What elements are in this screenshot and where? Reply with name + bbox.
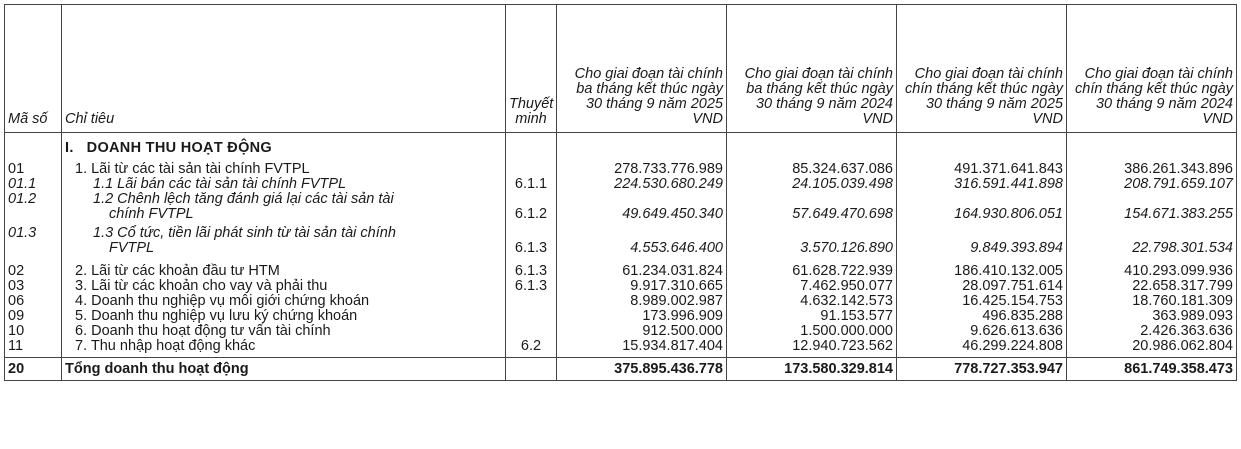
row-v3: 16.425.154.753 (897, 294, 1067, 309)
row-v3: 316.591.441.898 (897, 177, 1067, 192)
row-v3: 28.097.751.614 (897, 279, 1067, 294)
total-v2: 173.580.329.814 (727, 358, 897, 381)
row-label: 3. Lãi từ các khoản cho vay và phải thu (62, 279, 506, 294)
table-row (5, 222, 1237, 256)
row-code: 01.3 (5, 222, 62, 256)
header-chi-tieu: Chỉ tiêu (62, 5, 506, 133)
total-v1: 375.895.436.778 (557, 358, 727, 381)
row-v1: 15.934.817.404 (557, 339, 727, 358)
income-statement-table (4, 4, 1237, 381)
table-row (5, 256, 1237, 279)
row-v3: 164.930.806.051 (897, 192, 1067, 222)
table-row (5, 162, 1237, 177)
row-v3: 9.626.613.636 (897, 324, 1067, 339)
row-code: 11 (5, 339, 62, 358)
row-v2: 57.649.470.698 (727, 192, 897, 222)
row-v3: 9.849.393.894 (897, 222, 1067, 256)
row-code: 03 (5, 279, 62, 294)
total-code: 20 (5, 358, 62, 381)
row-v2: 12.940.723.562 (727, 339, 897, 358)
header-col4: Cho giai đoạn tài chính chín tháng kết thúc ngày 30 tháng 9 năm 2024 VND (1067, 5, 1237, 133)
header-thuyet-minh: Thuyết minh (506, 5, 557, 133)
section-row (5, 133, 1237, 163)
row-label: 1.3 Cổ tức, tiền lãi phát sinh từ tài sản tài chính FVTPL (62, 222, 506, 256)
row-note (506, 162, 557, 177)
row-code: 01.1 (5, 177, 62, 192)
row-v3: 496.835.288 (897, 309, 1067, 324)
row-v4: 22.658.317.799 (1067, 279, 1237, 294)
row-v1: 9.917.310.665 (557, 279, 727, 294)
row-code: 06 (5, 294, 62, 309)
row-code: 10 (5, 324, 62, 339)
table-row (5, 294, 1237, 309)
row-label: 7. Thu nhập hoạt động khác (62, 339, 506, 358)
row-v2: 85.324.637.086 (727, 162, 897, 177)
row-code: 01.2 (5, 192, 62, 222)
table-row (5, 177, 1237, 192)
row-note (506, 294, 557, 309)
row-label: 1.2 Chênh lệch tăng đánh giá lại các tài sản tài chính FVTPL (62, 192, 506, 222)
header-col1: Cho giai đoạn tài chính ba tháng kết thúc ngày 30 tháng 9 năm 2025 VND (557, 5, 727, 133)
row-v4: 22.798.301.534 (1067, 222, 1237, 256)
row-v4: 363.989.093 (1067, 309, 1237, 324)
row-v4: 208.791.659.107 (1067, 177, 1237, 192)
row-note: 6.2 (506, 339, 557, 358)
header-col2: Cho giai đoạn tài chính ba tháng kết thúc ngày 30 tháng 9 năm 2024 VND (727, 5, 897, 133)
row-v4: 20.986.062.804 (1067, 339, 1237, 358)
row-code: 01 (5, 162, 62, 177)
row-v4: 386.261.343.896 (1067, 162, 1237, 177)
row-v1: 912.500.000 (557, 324, 727, 339)
row-v4: 154.671.383.255 (1067, 192, 1237, 222)
row-code: 09 (5, 309, 62, 324)
total-label: Tổng doanh thu hoạt động (62, 358, 506, 381)
row-v1: 8.989.002.987 (557, 294, 727, 309)
row-v1: 4.553.646.400 (557, 222, 727, 256)
row-v2: 91.153.577 (727, 309, 897, 324)
row-label: 1.1 Lãi bán các tài sản tài chính FVTPL (62, 177, 506, 192)
table-row (5, 309, 1237, 324)
header-row (5, 5, 1237, 133)
section-title: I. DOANH THU HOẠT ĐỘNG (62, 133, 506, 163)
row-label: 2. Lãi từ các khoản đầu tư HTM (62, 256, 506, 279)
row-note (506, 309, 557, 324)
row-v3: 186.410.132.005 (897, 256, 1067, 279)
row-note: 6.1.3 (506, 256, 557, 279)
table-row (5, 339, 1237, 358)
table-row (5, 279, 1237, 294)
row-v3: 491.371.641.843 (897, 162, 1067, 177)
row-label: 5. Doanh thu nghiệp vụ lưu ký chứng khoán (62, 309, 506, 324)
row-note: 6.1.3 (506, 222, 557, 256)
total-v4: 861.749.358.473 (1067, 358, 1237, 381)
row-label: 1. Lãi từ các tài sản tài chính FVTPL (62, 162, 506, 177)
header-col3: Cho giai đoạn tài chính chín tháng kết thúc ngày 30 tháng 9 năm 2025 VND (897, 5, 1067, 133)
table-row (5, 192, 1237, 222)
total-v3: 778.727.353.947 (897, 358, 1067, 381)
row-label: 6. Doanh thu hoạt động tư vấn tài chính (62, 324, 506, 339)
row-v2: 7.462.950.077 (727, 279, 897, 294)
row-v2: 61.628.722.939 (727, 256, 897, 279)
row-v2: 1.500.000.000 (727, 324, 897, 339)
row-v1: 278.733.776.989 (557, 162, 727, 177)
row-v2: 3.570.126.890 (727, 222, 897, 256)
row-v4: 18.760.181.309 (1067, 294, 1237, 309)
row-v2: 24.105.039.498 (727, 177, 897, 192)
row-note: 6.1.2 (506, 192, 557, 222)
row-v1: 224.530.680.249 (557, 177, 727, 192)
row-v2: 4.632.142.573 (727, 294, 897, 309)
row-note (506, 324, 557, 339)
table-row (5, 324, 1237, 339)
row-note: 6.1.1 (506, 177, 557, 192)
row-v1: 173.996.909 (557, 309, 727, 324)
row-v1: 61.234.031.824 (557, 256, 727, 279)
row-note: 6.1.3 (506, 279, 557, 294)
header-ma-so: Mã số (5, 5, 62, 133)
row-v1: 49.649.450.340 (557, 192, 727, 222)
row-v3: 46.299.224.808 (897, 339, 1067, 358)
total-row (5, 358, 1237, 381)
row-v4: 2.426.363.636 (1067, 324, 1237, 339)
row-code: 02 (5, 256, 62, 279)
row-v4: 410.293.099.936 (1067, 256, 1237, 279)
row-label: 4. Doanh thu nghiệp vụ môi giới chứng khoán (62, 294, 506, 309)
